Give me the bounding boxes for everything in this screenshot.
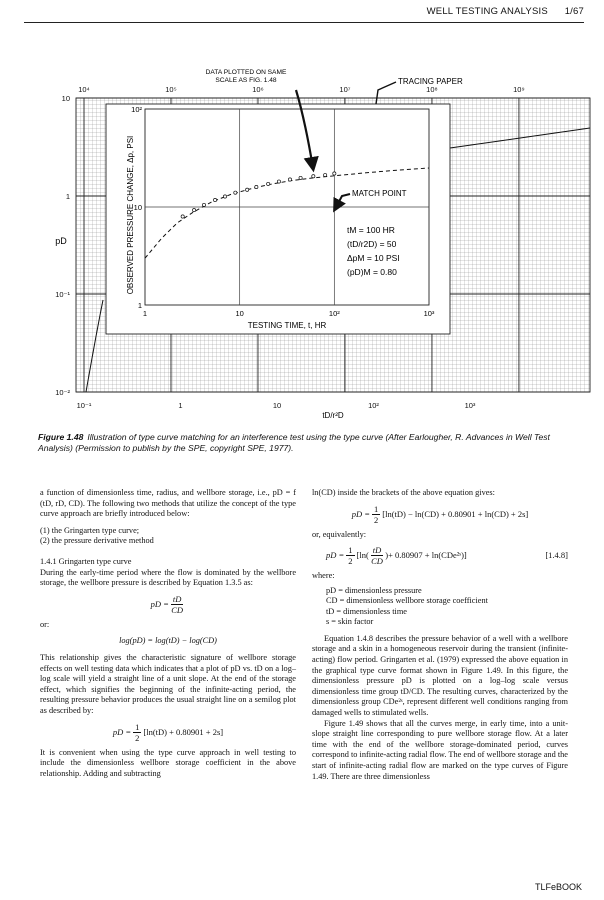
page-number: 1/67 bbox=[564, 6, 584, 17]
method-item-1: (1) the Gringarten type curve; bbox=[40, 525, 140, 535]
outer-bottom-tick: 1 bbox=[178, 401, 183, 410]
data-plotted-note: DATA PLOTTED ON SAME SCALE AS FIG. 1.48 bbox=[205, 69, 287, 84]
inner-ytick: 10² bbox=[131, 105, 142, 114]
where-label: where: bbox=[312, 571, 335, 581]
outer-top-tick: 10⁵ bbox=[165, 85, 177, 94]
eq5-fraction bbox=[371, 545, 384, 566]
eq5-rhs: + 0.80907 + ln(CDe²ˢ)] bbox=[388, 550, 467, 561]
def-td: tD = dimensionless time bbox=[326, 606, 407, 616]
or-label: or: bbox=[40, 619, 50, 629]
eq1-fraction bbox=[171, 594, 184, 615]
eq5-ln: [ln( bbox=[356, 550, 369, 561]
tracing-paper-label: TRACING PAPER bbox=[398, 77, 463, 86]
eq4-lhs: pD = bbox=[351, 508, 371, 519]
match-value: (tD/r2D) = 50 bbox=[347, 239, 397, 249]
inner-xtick: 1 bbox=[142, 309, 148, 318]
eq3-rhs: [ln(tD) + 0.80901 + 2s] bbox=[143, 726, 224, 737]
outer-bottom-tick: 10 bbox=[272, 401, 282, 410]
observed-point bbox=[333, 172, 336, 175]
outer-left-tick: 10 bbox=[61, 94, 70, 103]
observed-point bbox=[288, 178, 291, 181]
observed-point bbox=[213, 198, 216, 201]
eq1-den: CD bbox=[171, 604, 184, 615]
left-p3: This relationship gives the characteristic signature of wellbore storage effects on well testing data which indicates that a plot of pD vs. tD on a log–log scale will yield a straight line of a unit slope. At the end of the storage effect, which signifies the beginning of the infinite-acting period, the resulting pressure behavior produces the usual straight line on a semilog plot as described by: bbox=[40, 652, 296, 715]
eq4-den: 2 bbox=[374, 514, 379, 525]
match-point-marker bbox=[334, 208, 337, 211]
eq1-num: tD bbox=[172, 593, 182, 604]
outer-bottom-tick: 10² bbox=[368, 401, 379, 410]
right-p3: Figure 1.49 shows that all the curves merge, in early time, into a unit-slope straight line corresponding to pure wellbore storage flow. At a later time with the end of the wellbore storage-dominated period, curves correspond to infinite-acting radial flow. The end of wellbore storage and the start of infinite-acting radial flow are marked on the type curves of Figure 1.49. There are three dimensionless bbox=[312, 718, 568, 781]
outer-ylabel: pD bbox=[55, 236, 67, 246]
outer-top-tick: 10⁷ bbox=[339, 85, 351, 94]
outer-bottom-tick: 10³ bbox=[464, 401, 476, 410]
figure-number: Figure 1.48 bbox=[38, 432, 84, 442]
eq5-half-num: 1 bbox=[348, 545, 353, 556]
eq5-num: tD bbox=[372, 545, 382, 556]
outer-left-tick: 10⁻¹ bbox=[55, 290, 70, 299]
eq4-fraction bbox=[372, 504, 380, 525]
outer-bottom-tick: 10⁻¹ bbox=[76, 401, 92, 410]
eq4-rhs: [ln(tD) − ln(CD) + 0.80901 + ln(CD) + 2s] bbox=[382, 508, 529, 519]
match-point-label: MATCH POINT bbox=[352, 189, 407, 198]
eq3-lhs: pD = bbox=[112, 726, 132, 737]
equation-4 bbox=[312, 504, 568, 525]
outer-xlabel: tD/r²D bbox=[322, 411, 344, 420]
equation-5 bbox=[312, 545, 568, 566]
outer-top-tick: 10⁶ bbox=[252, 85, 264, 94]
eq5-den: CD bbox=[371, 556, 383, 567]
match-value: (pD)M = 0.80 bbox=[347, 267, 397, 277]
inner-xlabel: TESTING TIME, t, HR bbox=[247, 321, 327, 330]
left-p4: It is convenient when using the type curve approach in well testing to include the dimensionless wellbore storage coefficient in the above relationship. Adding and subtracting bbox=[40, 747, 296, 778]
left-p1: a function of dimensionless time, radius, and wellbore storage, i.e., pD = f (tD, rD, CD). The following two methods that utilize the concept of the type curve approach are briefly introduced below: bbox=[40, 488, 296, 519]
def-pd: pD = dimensionless pressure bbox=[326, 585, 422, 595]
inner-ylabel: OBSERVED PRESSURE CHANGE, Δp, PSI bbox=[126, 135, 135, 295]
observed-point bbox=[324, 173, 327, 176]
outer-top-tick: 10⁴ bbox=[78, 85, 90, 94]
observed-point bbox=[277, 180, 280, 183]
def-cd: CD = dimensionless wellbore storage coefficient bbox=[326, 596, 488, 606]
eq5-lhs: pD = bbox=[326, 550, 345, 561]
method-item-2: (2) the pressure derivative method bbox=[40, 536, 154, 546]
equation-2: log(pD) = log(tD) − log(CD) bbox=[119, 636, 217, 646]
observed-point bbox=[234, 191, 237, 194]
eq5-close: ) bbox=[385, 550, 389, 561]
observed-point bbox=[246, 188, 249, 191]
outer-left-tick: 10⁻² bbox=[55, 388, 70, 397]
figure-caption-text: Illustration of type curve matching for an interference test using the type curve (After Earlougher, R. Advances in Well Test Analysis) (Permission to publish by the SPE, copyright SPE, 1977). bbox=[38, 432, 550, 453]
eq1-lhs: pD = bbox=[150, 598, 169, 609]
running-title: WELL TESTING ANALYSIS bbox=[426, 6, 548, 17]
section-heading: 1.4.1 Gringarten type curve bbox=[40, 556, 132, 566]
inner-xtick: 10 bbox=[235, 309, 244, 318]
outer-top-tick: 10⁹ bbox=[513, 85, 525, 94]
left-p2: During the early-time period where the flow is dominated by the wellbore storage, the wellbore pressure is described by Equation 1.3.5 as: bbox=[40, 567, 296, 588]
equivalently-label: or, equivalently: bbox=[312, 529, 367, 539]
right-p1: ln(CD) inside the brackets of the above equation gives: bbox=[312, 488, 495, 497]
observed-point bbox=[299, 176, 302, 179]
figure-caption bbox=[38, 432, 578, 454]
eq3-den: 2 bbox=[135, 732, 140, 743]
def-s: s = skin factor bbox=[326, 617, 374, 627]
inner-xtick: 10² bbox=[328, 309, 340, 318]
observed-point bbox=[223, 195, 226, 198]
outer-top-tick: 10⁸ bbox=[426, 85, 438, 94]
eq4-num: 1 bbox=[374, 503, 379, 514]
figure-1-48 bbox=[0, 0, 604, 430]
observed-point bbox=[267, 182, 270, 185]
eq5-half bbox=[346, 545, 354, 566]
footer-label: TLFeBOOK bbox=[534, 882, 582, 892]
observed-point bbox=[192, 208, 195, 211]
eq5-half-den: 2 bbox=[348, 556, 353, 567]
observed-point bbox=[181, 215, 184, 218]
definitions bbox=[312, 586, 568, 628]
observed-point bbox=[202, 203, 205, 206]
right-p2: Equation 1.4.8 describes the pressure behavior of a well with a wellbore storage and a skin in a homogeneous reservoir during the transient (infinite-acting) flow period. Gringarten et al. (1979) expressed the above equation in the graphical type curve format shown in Figure 1.49. In this figure, the dimensionless pressure pD is plotted on a log–log scale versus dimensionless time group tD/CD. The resulting curves, characterized by the dimensionless group CDe²ˢ, represent different well conditions ranging from damaged wells to stimulated wells. bbox=[312, 633, 568, 717]
eq3-fraction bbox=[133, 722, 141, 743]
observed-point bbox=[312, 175, 315, 178]
equation-3 bbox=[40, 722, 296, 743]
observed-point bbox=[255, 185, 258, 188]
method-list bbox=[40, 526, 296, 547]
inner-xtick: 10³ bbox=[423, 309, 435, 318]
eq3-num: 1 bbox=[135, 721, 140, 732]
right-column bbox=[312, 488, 568, 782]
equation-1 bbox=[40, 594, 296, 615]
inner-ytick: 1 bbox=[137, 301, 142, 310]
match-value: tM = 100 HR bbox=[347, 225, 395, 235]
eq5-tag: [1.4.8] bbox=[545, 550, 568, 561]
outer-left-tick: 1 bbox=[65, 192, 70, 201]
inner-ytick: 10 bbox=[133, 203, 142, 212]
left-column bbox=[40, 488, 296, 779]
match-value: ΔpM = 10 PSI bbox=[347, 253, 400, 263]
